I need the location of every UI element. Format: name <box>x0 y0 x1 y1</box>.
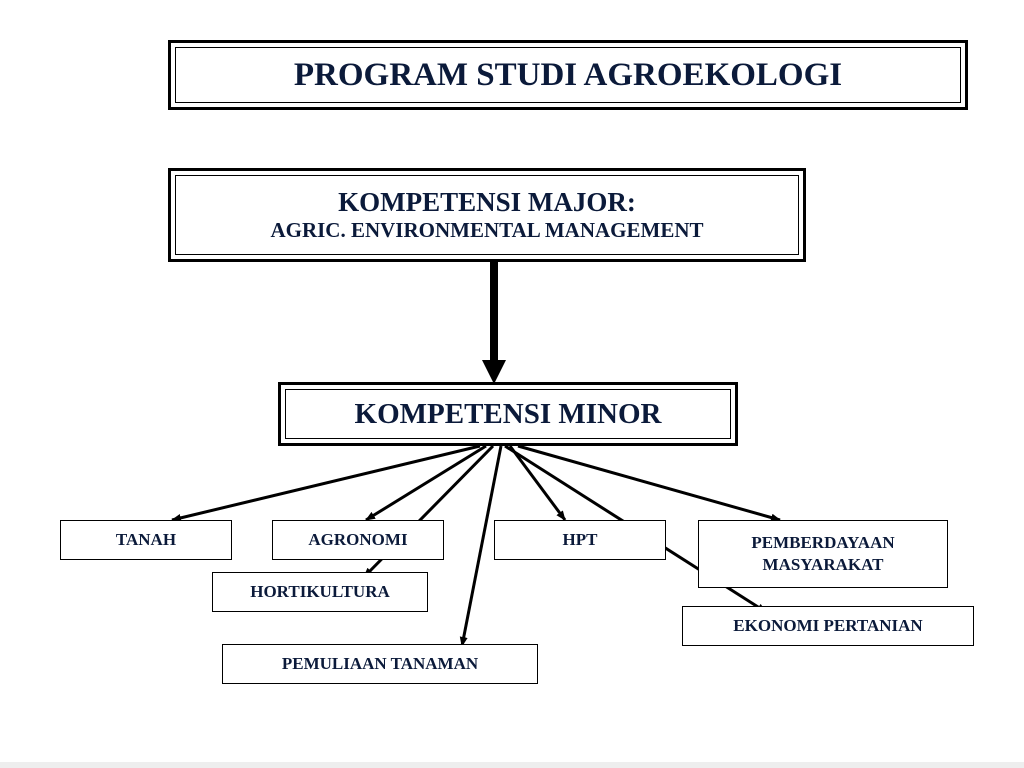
field-label-agronomi: AGRONOMI <box>308 530 408 549</box>
major-competence-inner <box>175 175 799 255</box>
field-label-hortikultura: HORTIKULTURA <box>250 581 390 601</box>
field-label-tanah: TANAH <box>115 530 177 549</box>
field-label-pemberdayaan-line2: MASYARAKAT <box>762 555 884 574</box>
program-title-box <box>168 40 968 110</box>
field-box-pemuliaan <box>222 644 538 684</box>
field-box-agronomi <box>272 520 444 560</box>
field-box-hpt <box>494 520 666 560</box>
field-label-hpt: HPT <box>562 530 598 549</box>
major-heading: KOMPETENSI MAJOR: <box>338 186 636 217</box>
field-box-pemberdayaan <box>698 520 948 588</box>
field-box-hortikultura <box>212 572 428 612</box>
field-label-pemberdayaan-line1: PEMBERDAYAAN <box>751 532 895 552</box>
minor-competence-inner <box>285 389 731 439</box>
arrow-to-agronomi <box>366 446 486 520</box>
field-label-ekonomi: EKONOMI PERTANIAN <box>733 615 923 635</box>
minor-competence-box <box>278 382 738 446</box>
field-box-ekonomi <box>682 606 974 646</box>
program-title-inner <box>175 47 961 103</box>
field-box-tanah <box>60 520 232 560</box>
slide-bottom-strip <box>0 762 1024 768</box>
program-title: PROGRAM STUDI AGROEKOLOGI <box>293 56 843 93</box>
field-label-pemuliaan: PEMULIAAN TANAMAN <box>281 653 479 673</box>
arrow-to-tanah <box>172 446 480 520</box>
major-competence-box <box>168 168 806 262</box>
major-subheading: AGRIC. ENVIRONMENTAL MANAGEMENT <box>270 217 704 242</box>
minor-label: KOMPETENSI MINOR <box>354 397 662 430</box>
major-to-minor-arrow-head <box>482 360 506 384</box>
